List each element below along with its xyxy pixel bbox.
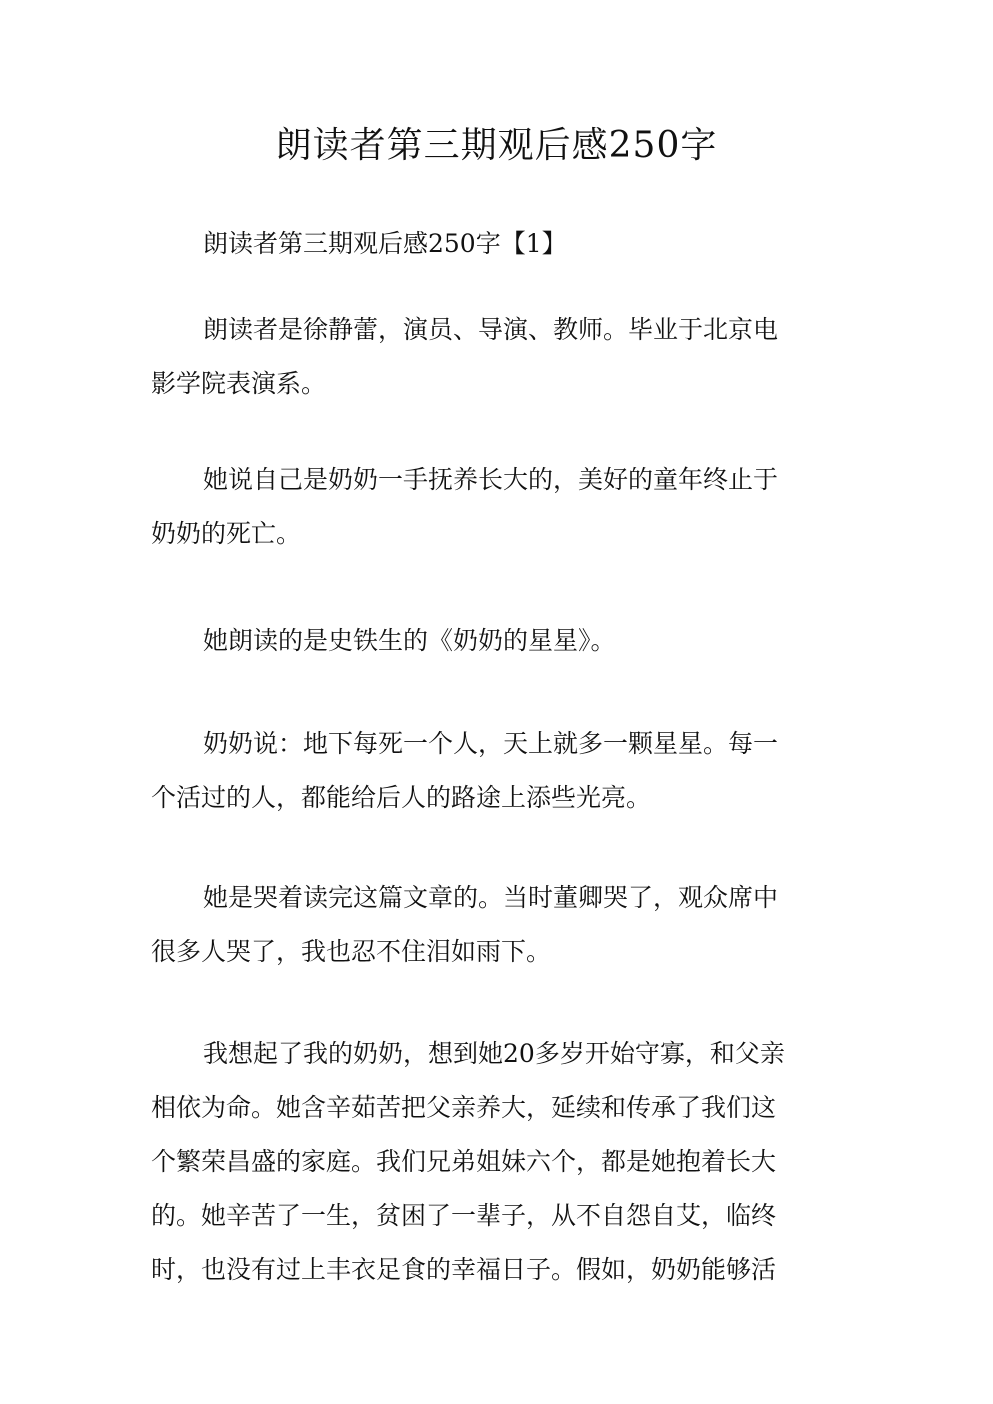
paragraph-line: 相依为命。她含辛茹苦把父亲养大，延续和传承了我们这 bbox=[151, 1093, 777, 1122]
paragraph-line: 她是哭着读完这篇文章的。当时董卿哭了，观众席中 bbox=[203, 883, 779, 912]
paragraph-2 bbox=[151, 453, 831, 561]
paragraph-line: 时，也没有过上丰衣足食的幸福日子。假如，奶奶能够活 bbox=[151, 1255, 777, 1284]
paragraph-line: 她朗读的是史铁生的《奶奶的星星》。 bbox=[203, 626, 616, 655]
document-title: 朗读者第三期观后感250字 bbox=[275, 125, 718, 166]
paragraph-line: 我想起了我的奶奶，想到她20多岁开始守寡，和父亲 bbox=[203, 1039, 785, 1068]
paragraph-3 bbox=[151, 614, 831, 668]
paragraph-line: 她说自己是奶奶一手抚养长大的，美好的童年终止于 bbox=[203, 465, 779, 494]
paragraph-1 bbox=[151, 303, 831, 411]
paragraph-line: 奶奶的死亡。 bbox=[151, 519, 302, 548]
section-subheading: 朗读者第三期观后感250字【1】 bbox=[203, 229, 567, 258]
paragraph-6 bbox=[151, 1027, 841, 1297]
paragraph-line: 的。她辛苦了一生，贫困了一辈子，从不自怨自艾，临终 bbox=[151, 1201, 777, 1230]
paragraph-line: 很多人哭了，我也忍不住泪如雨下。 bbox=[151, 937, 552, 966]
paragraph-line: 朗读者是徐静蕾，演员、导演、教师。毕业于北京电 bbox=[203, 315, 779, 344]
paragraph-line: 奶奶说：地下每死一个人，天上就多一颗星星。每一 bbox=[203, 729, 779, 758]
paragraph-line: 个繁荣昌盛的家庭。我们兄弟姐妹六个，都是她抱着长大 bbox=[151, 1147, 777, 1176]
paragraph-4 bbox=[151, 717, 831, 825]
paragraph-line: 影学院表演系。 bbox=[151, 369, 327, 398]
paragraph-line: 个活过的人，都能给后人的路途上添些光亮。 bbox=[151, 783, 652, 812]
paragraph-5 bbox=[151, 871, 831, 979]
